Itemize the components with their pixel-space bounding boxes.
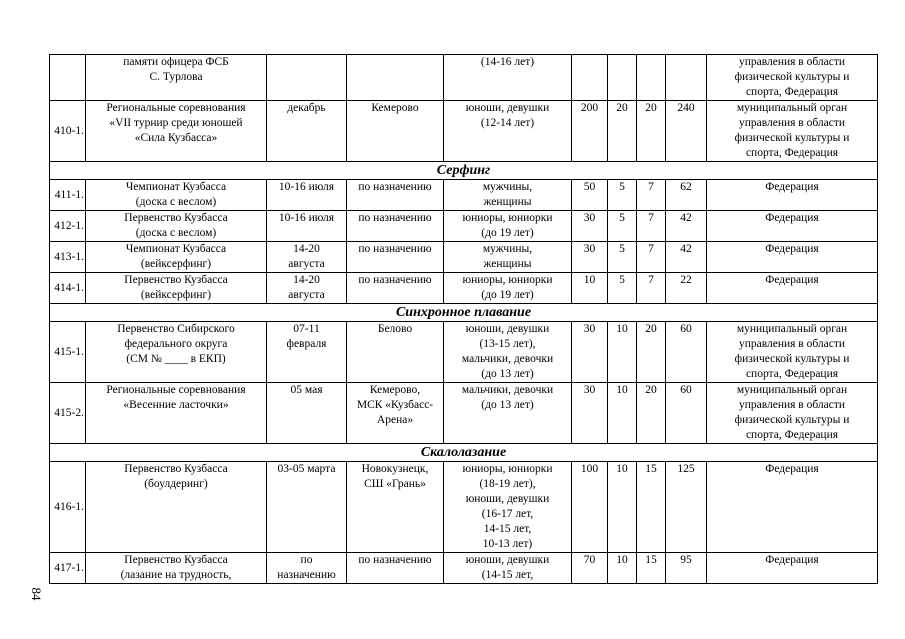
- table-row: [50, 55, 878, 101]
- cell-c4: 240: [666, 101, 707, 162]
- cell-num: 415-1.: [50, 322, 86, 383]
- section-row: [50, 304, 878, 322]
- table-row: [50, 462, 878, 553]
- cell-place: по назначению: [347, 211, 444, 242]
- cell-date: 14-20 августа: [267, 273, 347, 304]
- cell-participants: юноши, девушки (14-15 лет,: [444, 553, 572, 584]
- section-title: Синхронное плавание: [50, 304, 878, 322]
- page-number: 84: [29, 587, 44, 601]
- cell-c2: 10: [608, 553, 637, 584]
- cell-c4: [666, 55, 707, 101]
- cell-c2: 5: [608, 211, 637, 242]
- cell-name: Первенство Кузбасса (лазание на трудность,: [86, 553, 267, 584]
- cell-c4: 95: [666, 553, 707, 584]
- cell-date: 10-16 июля: [267, 180, 347, 211]
- cell-c4: 22: [666, 273, 707, 304]
- cell-participants: (14-16 лет): [444, 55, 572, 101]
- cell-date: по назначению: [267, 553, 347, 584]
- cell-date: [267, 55, 347, 101]
- cell-c3: 7: [637, 242, 666, 273]
- cell-org: Федерация: [707, 553, 878, 584]
- cell-org: Федерация: [707, 462, 878, 553]
- cell-c1: 30: [572, 211, 608, 242]
- cell-org: Федерация: [707, 211, 878, 242]
- cell-place: [347, 55, 444, 101]
- cell-c3: [637, 55, 666, 101]
- cell-c2: 5: [608, 180, 637, 211]
- cell-c4: 42: [666, 211, 707, 242]
- cell-c1: 50: [572, 180, 608, 211]
- cell-c3: 15: [637, 462, 666, 553]
- cell-c2: 10: [608, 462, 637, 553]
- cell-c3: 15: [637, 553, 666, 584]
- cell-c4: 125: [666, 462, 707, 553]
- cell-c2: 5: [608, 273, 637, 304]
- cell-org: муниципальный орган управления в области физической культуры и спорта, Федерация: [707, 383, 878, 444]
- cell-name: Региональные соревнования «Весенние ласточки»: [86, 383, 267, 444]
- cell-num: 411-1.: [50, 180, 86, 211]
- cell-c2: 10: [608, 383, 637, 444]
- cell-org: Федерация: [707, 180, 878, 211]
- cell-date: 05 мая: [267, 383, 347, 444]
- section-title: Серфинг: [50, 162, 878, 180]
- table-row: [50, 322, 878, 383]
- section-row: [50, 444, 878, 462]
- cell-c1: 30: [572, 322, 608, 383]
- table-row: [50, 383, 878, 444]
- cell-c4: 60: [666, 383, 707, 444]
- cell-name: Чемпионат Кузбасса (вейксерфинг): [86, 242, 267, 273]
- section-row: [50, 162, 878, 180]
- cell-participants: мужчины, женщины: [444, 180, 572, 211]
- cell-num: 417-1.: [50, 553, 86, 584]
- cell-participants: юниоры, юниорки (до 19 лет): [444, 211, 572, 242]
- cell-num: 410-1.: [50, 101, 86, 162]
- cell-num: 415-2.: [50, 383, 86, 444]
- cell-org: управления в области физической культуры и спорта, Федерация: [707, 55, 878, 101]
- cell-date: декабрь: [267, 101, 347, 162]
- cell-participants: юноши, девушки (13-15 лет), мальчики, девочки (до 13 лет): [444, 322, 572, 383]
- cell-place: Кемерово, МСК «Кузбасс- Арена»: [347, 383, 444, 444]
- cell-name: памяти офицера ФСБ С. Турлова: [86, 55, 267, 101]
- cell-c2: 20: [608, 101, 637, 162]
- cell-c1: 10: [572, 273, 608, 304]
- cell-place: по назначению: [347, 553, 444, 584]
- table-row: [50, 273, 878, 304]
- cell-num: 413-1.: [50, 242, 86, 273]
- table-row: [50, 211, 878, 242]
- table-row: [50, 101, 878, 162]
- cell-num: 416-1.: [50, 462, 86, 553]
- cell-participants: юниоры, юниорки (18-19 лет), юноши, девушки (16-17 лет, 14-15 лет, 10-13 лет): [444, 462, 572, 553]
- cell-place: по назначению: [347, 273, 444, 304]
- cell-place: Кемерово: [347, 101, 444, 162]
- cell-c3: 20: [637, 383, 666, 444]
- cell-c1: 200: [572, 101, 608, 162]
- cell-c1: [572, 55, 608, 101]
- table-row: [50, 180, 878, 211]
- cell-org: Федерация: [707, 242, 878, 273]
- table-row: [50, 242, 878, 273]
- cell-name: Первенство Кузбасса (доска с веслом): [86, 211, 267, 242]
- cell-c1: 30: [572, 383, 608, 444]
- cell-c3: 7: [637, 180, 666, 211]
- cell-name: Чемпионат Кузбасса (доска с веслом): [86, 180, 267, 211]
- cell-c4: 62: [666, 180, 707, 211]
- cell-c3: 20: [637, 322, 666, 383]
- cell-org: муниципальный орган управления в области физической культуры и спорта, Федерация: [707, 322, 878, 383]
- cell-c2: [608, 55, 637, 101]
- section-title: Скалолазание: [50, 444, 878, 462]
- cell-date: 07-11 февраля: [267, 322, 347, 383]
- cell-org: муниципальный орган управления в области физической культуры и спорта, Федерация: [707, 101, 878, 162]
- cell-name: Первенство Сибирского федерального округа (СМ № ____ в ЕКП): [86, 322, 267, 383]
- cell-name: Первенство Кузбасса (вейксерфинг): [86, 273, 267, 304]
- cell-c4: 42: [666, 242, 707, 273]
- cell-place: Белово: [347, 322, 444, 383]
- cell-c3: 20: [637, 101, 666, 162]
- cell-date: 14-20 августа: [267, 242, 347, 273]
- cell-participants: мужчины, женщины: [444, 242, 572, 273]
- cell-c1: 100: [572, 462, 608, 553]
- cell-c1: 70: [572, 553, 608, 584]
- cell-num: [50, 55, 86, 101]
- cell-c3: 7: [637, 211, 666, 242]
- schedule-table: [49, 54, 878, 584]
- cell-c2: 10: [608, 322, 637, 383]
- cell-place: по назначению: [347, 180, 444, 211]
- cell-c1: 30: [572, 242, 608, 273]
- cell-date: 10-16 июля: [267, 211, 347, 242]
- cell-participants: юноши, девушки (12-14 лет): [444, 101, 572, 162]
- cell-num: 414-1.: [50, 273, 86, 304]
- cell-place: по назначению: [347, 242, 444, 273]
- cell-date: 03-05 марта: [267, 462, 347, 553]
- cell-c4: 60: [666, 322, 707, 383]
- cell-name: Региональные соревнования «VII турнир среди юношей «Сила Кузбасса»: [86, 101, 267, 162]
- cell-name: Первенство Кузбасса (боулдеринг): [86, 462, 267, 553]
- cell-participants: мальчики, девочки (до 13 лет): [444, 383, 572, 444]
- cell-participants: юниоры, юниорки (до 19 лет): [444, 273, 572, 304]
- cell-place: Новокузнецк, СШ «Грань»: [347, 462, 444, 553]
- cell-org: Федерация: [707, 273, 878, 304]
- cell-num: 412-1.: [50, 211, 86, 242]
- cell-c3: 7: [637, 273, 666, 304]
- table-row: [50, 553, 878, 584]
- cell-c2: 5: [608, 242, 637, 273]
